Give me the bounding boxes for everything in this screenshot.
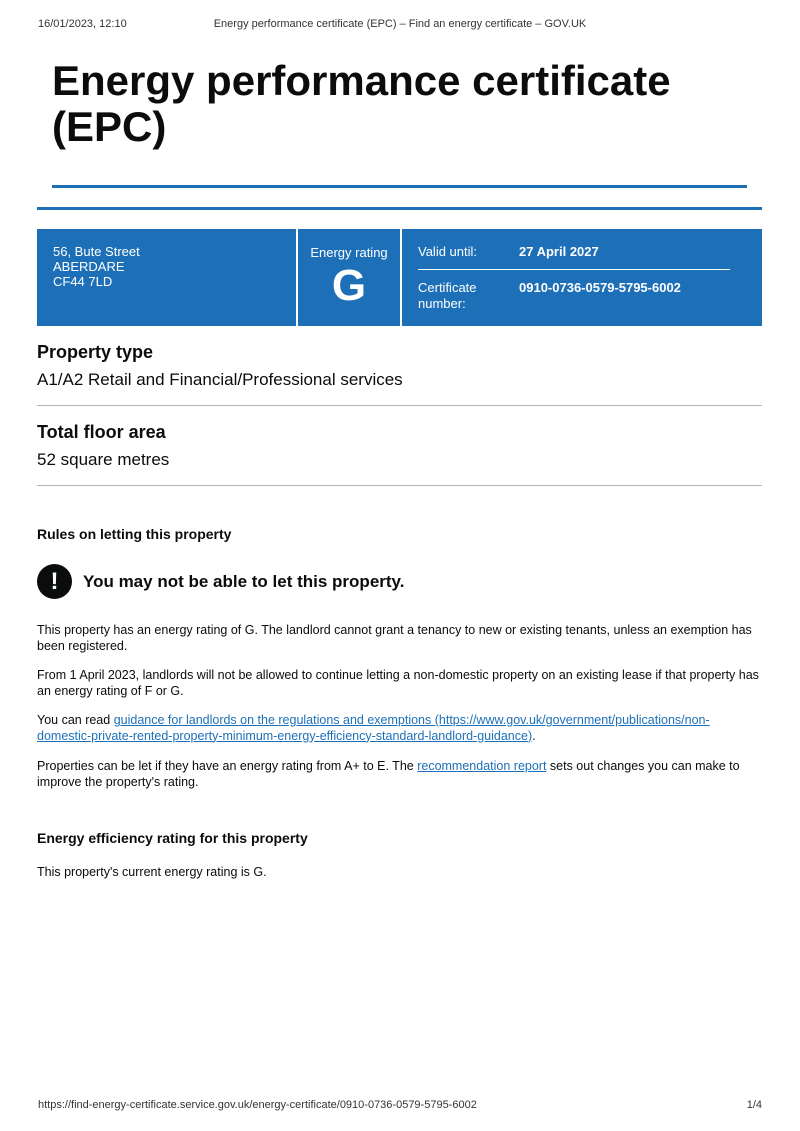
para3-suffix: . bbox=[532, 728, 536, 743]
energy-rating-box bbox=[298, 229, 400, 326]
title-divider bbox=[52, 185, 747, 188]
print-page-number: 1/4 bbox=[746, 1099, 762, 1111]
warning-icon: ! bbox=[37, 564, 72, 599]
para4-suffix: sets out changes you can make to improve the property's rating. bbox=[37, 759, 740, 789]
floor-area-label: Total floor area bbox=[37, 422, 166, 442]
valid-until-label: Valid until: bbox=[418, 244, 478, 259]
letting-warning bbox=[37, 564, 404, 599]
letting-paragraph-3 bbox=[37, 713, 762, 744]
energy-rating-value: G bbox=[331, 261, 367, 310]
certificate-number-value: 0910-0736-0579-5795-6002 bbox=[519, 280, 681, 295]
address-line-1: 56, Bute Street bbox=[53, 244, 140, 259]
energy-rating-label: Energy rating bbox=[310, 245, 388, 260]
certificate-divider bbox=[418, 269, 730, 270]
valid-until-value: 27 April 2027 bbox=[519, 244, 599, 259]
letting-paragraph-2: From 1 April 2023, landlords will not be allowed to continue letting a non-domestic property on an existing lease if that property has an energy rating of F or G. bbox=[37, 668, 759, 698]
page-title: Energy performance certificate (EPC) bbox=[52, 57, 671, 150]
certificate-number-label: Certificate number: bbox=[418, 280, 477, 311]
property-type-label: Property type bbox=[37, 342, 154, 362]
letting-paragraph-1: This property has an energy rating of G. The landlord cannot grant a tenancy to new or existing tenants, unless an exemption has been registered. bbox=[37, 623, 752, 653]
epc-summary-panel bbox=[37, 229, 762, 326]
para4-prefix: Properties can be let if they have an energy rating from A+ to E. The bbox=[37, 759, 418, 773]
print-page-title: Energy performance certificate (EPC) – Find an energy certificate – GOV.UK bbox=[213, 18, 587, 30]
property-address bbox=[37, 229, 296, 326]
certificate-details bbox=[402, 229, 762, 326]
address-line-2: ABERDARE bbox=[53, 259, 125, 274]
section-divider bbox=[37, 207, 762, 210]
floor-area-divider bbox=[37, 485, 762, 486]
efficiency-heading: Energy efficiency rating for this property bbox=[37, 830, 308, 846]
property-type-value: A1/A2 Retail and Financial/Professional services bbox=[37, 370, 403, 389]
valid-until-row bbox=[418, 244, 730, 260]
para3-prefix: You can read bbox=[37, 713, 114, 727]
landlord-guidance-link[interactable]: guidance for landlords on the regulations and exemptions (https://www.gov.uk/government/publications/non-domestic-private-rented-property-minimum-energy-efficiency-standard-landlord-guidance) bbox=[37, 713, 710, 743]
warning-text: You may not be able to let this property. bbox=[83, 571, 405, 591]
letting-paragraph-4 bbox=[37, 759, 762, 790]
letting-rules-heading: Rules on letting this property bbox=[37, 526, 232, 542]
address-line-3: CF44 7LD bbox=[53, 274, 113, 289]
efficiency-text: This property's current energy rating is G. bbox=[37, 865, 267, 879]
recommendation-report-link[interactable]: recommendation report bbox=[417, 759, 547, 773]
print-datetime: 16/01/2023, 12:10 bbox=[38, 18, 127, 30]
print-footer bbox=[38, 1099, 762, 1111]
certificate-number-row bbox=[418, 280, 730, 312]
floor-area-value: 52 square metres bbox=[37, 450, 170, 469]
print-url: https://find-energy-certificate.service.gov.uk/energy-certificate/0910-0736-0579-5795-6002 bbox=[38, 1099, 477, 1111]
print-header bbox=[38, 18, 762, 30]
property-type-divider bbox=[37, 405, 762, 406]
